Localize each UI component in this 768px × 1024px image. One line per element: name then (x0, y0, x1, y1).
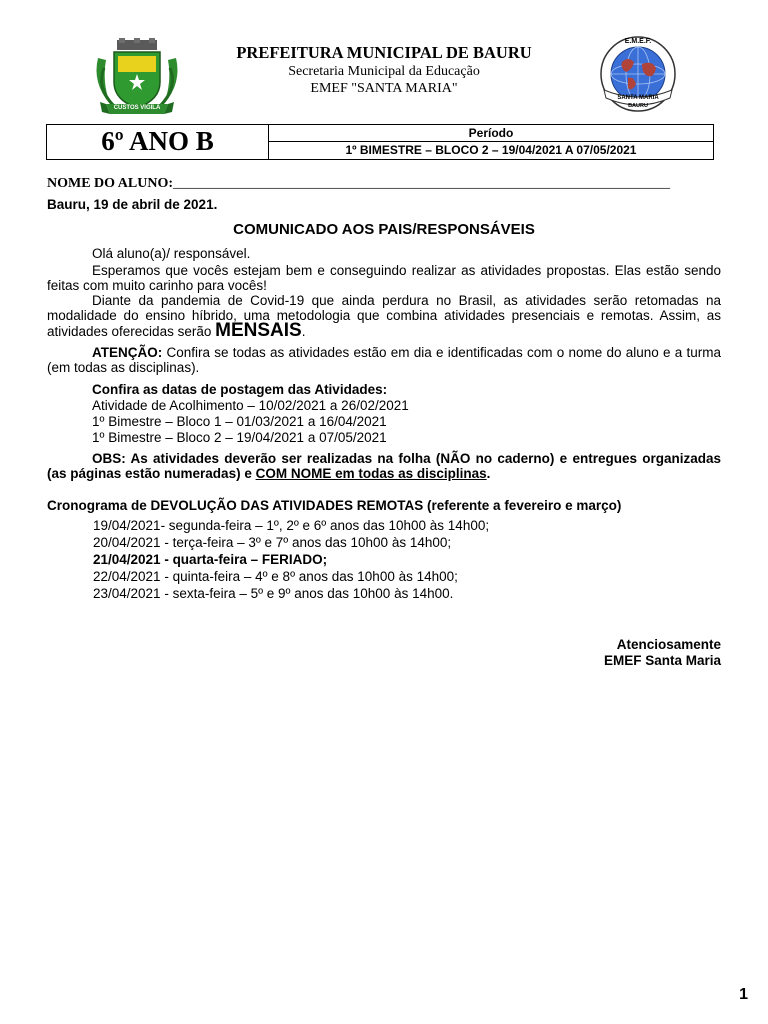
grade-period-box (46, 124, 714, 160)
student-name-label: NOME DO ALUNO: (47, 176, 173, 191)
date-line: Bauru, 19 de abril de 2021. (47, 197, 218, 212)
schedule-title: Cronograma de DEVOLUÇÃO DAS ATIVIDADES REMOTAS (referente a fevereiro e março) (47, 498, 622, 513)
student-name-blank: _______________________________________________________________________ (173, 176, 670, 191)
coat-of-arms-motto: CUSTOS VIGILA (113, 105, 161, 111)
seal-top-text: E.M.E.F. (624, 38, 652, 45)
greeting: Olá aluno(a)/ responsável. (92, 246, 251, 261)
obs-end: . (486, 466, 491, 481)
period-value: 1º BIMESTRE – BLOCO 2 – 19/04/2021 A 07/05/2021 (345, 143, 637, 157)
attention-paragraph (47, 345, 721, 375)
schedule-item: 23/04/2021 - sexta-feira – 5º e 9º anos das 10h00 às 14h00. (93, 586, 454, 601)
notice-heading: COMUNICADO AOS PAIS/RESPONSÁVEIS (233, 221, 535, 238)
attention-text: Confira se todas as atividades estão em dia e identificadas com o nome do aluno e a turma (em todas as disciplinas). (47, 345, 721, 375)
monthly-emphasis: MENSAIS (215, 320, 302, 341)
paragraph-hybrid-text: Diante da pandemia de Covid-19 que ainda perdura no Brasil, as atividades serão retomadas na modalidade do ensino híbrido, uma metodologia que combina atividades presenciais e remotas. Assim, as atividades oferecidas serão (47, 293, 721, 339)
posting-dates-title: Confira as datas de postagem das Atividades: (92, 382, 388, 397)
paragraph-wellbeing: Esperamos que vocês estejam bem e conseguindo realizar as atividades propostas. Elas estão sendo feitas com muito carinho para vocês! (47, 263, 721, 293)
class-label: 6º ANO B (47, 125, 269, 159)
posting-date-item: Atividade de Acolhimento – 10/02/2021 a 26/02/2021 (92, 398, 409, 413)
posting-date-item: 1º Bimestre – Bloco 2 – 19/04/2021 a 07/05/2021 (92, 430, 387, 445)
signature-school: EMEF Santa Maria (603, 653, 721, 668)
schedule-item-holiday: 21/04/2021 - quarta-feira – FERIADO; (93, 552, 328, 567)
schedule-item: 19/04/2021- segunda-feira – 1º, 2º e 6º anos das 10h00 às 14h00; (93, 518, 490, 533)
period-header: Período (269, 125, 713, 142)
obs-paragraph (47, 451, 721, 481)
schedule-item: 20/04/2021 - terça-feira – 3º e 7º anos das 10h00 às 14h00; (93, 535, 452, 550)
obs-underlined: COM NOME em todas as disciplinas (255, 466, 487, 481)
header-secretariat: Secretaria Municipal da Educação (288, 64, 480, 79)
header-title: PREFEITURA MUNICIPAL DE BAURU (236, 43, 532, 62)
header-school-name: EMEF "SANTA MARIA" (310, 81, 458, 96)
emef-santa-maria-seal-logo (598, 34, 678, 114)
seal-bottom-text: BAURU (628, 103, 648, 109)
paragraph-hybrid-period: . (301, 324, 306, 339)
obs-text: OBS: As atividades deverão ser realizadas na folha (NÃO no caderno) e entregues organizadas (as páginas estão numeradas) e (47, 451, 721, 481)
seal-ribbon-text: SANTA MARIA (617, 95, 659, 101)
schedule-item: 22/04/2021 - quinta-feira – 4º e 8º anos das 10h00 às 14h00; (93, 569, 458, 584)
signature-closing: Atenciosamente (616, 637, 721, 652)
posting-date-item: 1º Bimestre – Bloco 1 – 01/03/2021 a 16/04/2021 (92, 414, 387, 429)
paragraph-hybrid (47, 293, 721, 339)
student-name-line (47, 176, 727, 192)
attention-label: ATENÇÃO: (92, 345, 163, 360)
page-number: 1 (739, 986, 748, 1003)
